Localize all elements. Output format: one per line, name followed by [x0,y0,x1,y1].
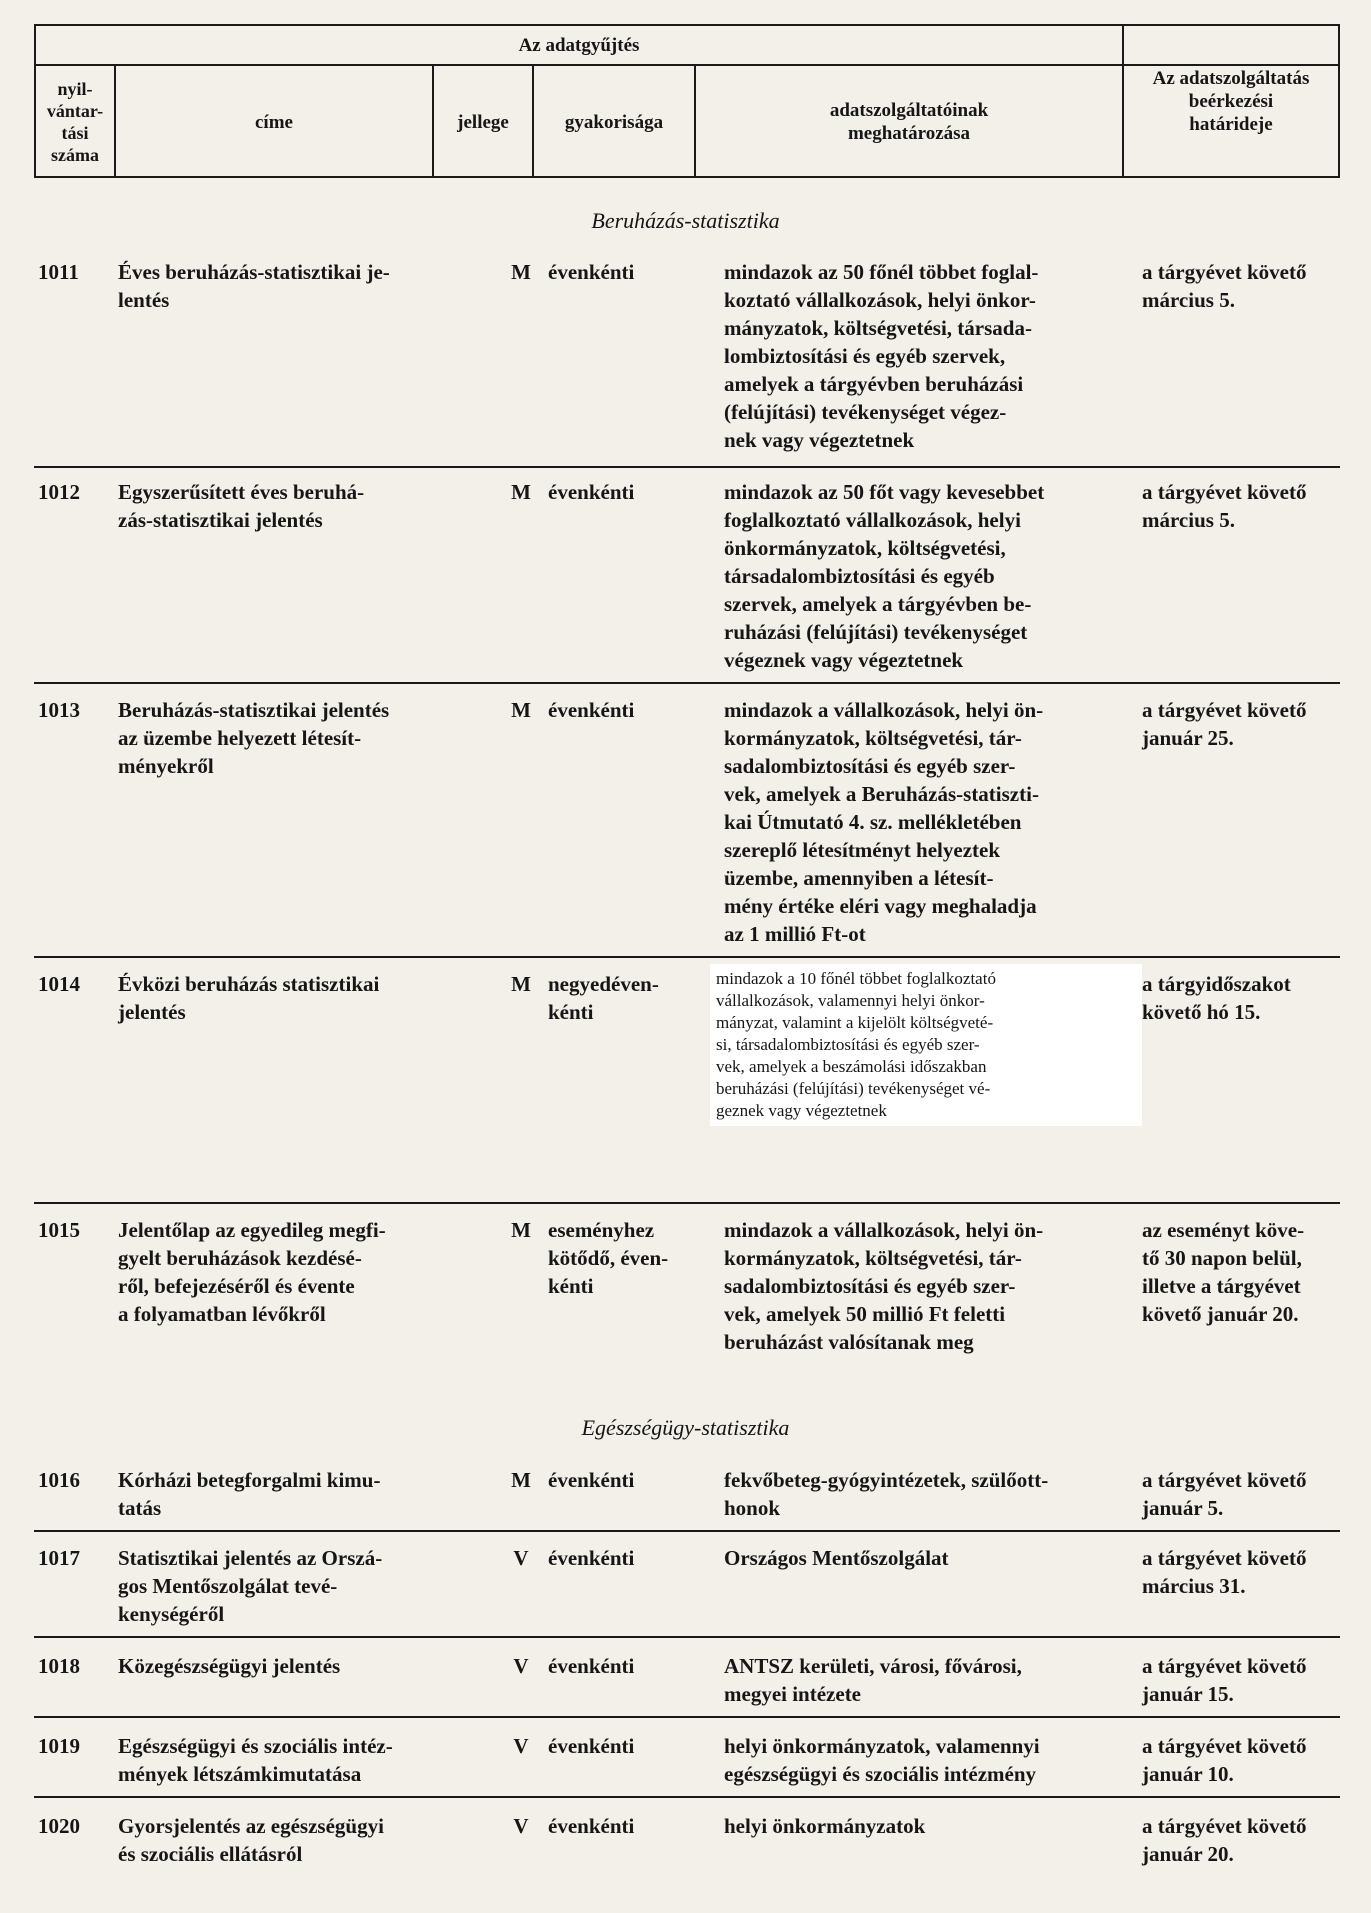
row-divider [34,1796,1340,1798]
row-number: 1014 [38,972,80,996]
row-deadline: a tárgyévet követő január 10. [1142,1734,1307,1786]
row-deadline: a tárgyévet követő március 31. [1142,1546,1307,1598]
row-frequency: évenkénti [548,480,635,504]
row-deadline: a tárgyévet követő január 25. [1142,698,1307,750]
header-col-number: nyil- vántar- tási száma [46,79,104,165]
row-number: 1013 [38,698,80,722]
row-frequency: évenkénti [548,1734,635,1758]
row-deadline: a tárgyévet követő január 20. [1142,1814,1307,1866]
row-title: Éves beruházás-statisztikai je- lentés [118,260,390,312]
row-type: V [513,1546,529,1570]
row-number: 1015 [38,1218,80,1242]
row-divider [34,1202,1340,1204]
row-title: Statisztikai jelentés az Orszá- gos Mentőszolgálat tevé- kenységéről [118,1546,383,1626]
row-type: M [511,1468,531,1492]
row-title: Jelentőlap az egyedileg megfi- gyelt beruházások kezdésé- ről, befejezéséről és évente a folyamatban lévőkről [118,1218,386,1326]
row-type: M [511,480,531,504]
section-title-health: Egészségügy-statisztika [581,1415,790,1440]
row-frequency: évenkénti [548,1468,635,1492]
row-title: Gyorsjelentés az egészségügyi és szociális ellátásról [118,1814,384,1866]
row-number: 1012 [38,480,80,504]
row-type: M [511,260,531,284]
header-col-freq: gyakorisága [564,111,664,133]
row-deadline: a tárgyévet követő január 15. [1142,1654,1307,1706]
row-provider: helyi önkormányzatok [724,1814,926,1838]
row-divider [34,682,1340,684]
row-type: M [511,972,531,996]
row-provider: mindazok a vállalkozások, helyi ön- kormányzatok, költségvetési, tár- sadalombiztosítási és egyéb szer- vek, amelyek 50 millió Ft feletti beruházást valósítanak meg [724,1218,1044,1354]
row-frequency: évenkénti [548,1654,635,1678]
row-number: 1018 [38,1654,80,1678]
row-frequency: évenkénti [548,260,635,284]
row-title: Beruházás-statisztikai jelentés az üzembe helyezett létesít- ményekről [118,698,390,778]
header-col-type: jellege [457,111,509,133]
row-type: V [513,1654,529,1678]
section-title-investment: Beruházás-statisztika [591,208,780,233]
row-number: 1016 [38,1468,80,1492]
row-provider: mindazok az 50 főt vagy kevesebbet foglalkoztató vállalkozások, helyi önkormányzatok, költségvetési, társadalombiztosítási és egyéb szervek, amelyek a tárgyévben be- ruházási (felújítási) tevékenységet végeznek vagy végeztetnek [724,480,1045,672]
row-deadline: a tárgyévet követő január 5. [1142,1468,1307,1520]
header-col-deadline: Az adatszolgáltatás beérkezési határideje [1152,67,1310,135]
row-deadline: a tárgyidőszakot követő hó 15. [1142,972,1291,1024]
row-frequency: eseményhez kötődő, éven- kénti [548,1218,669,1298]
row-provider: mindazok a vállalkozások, helyi ön- kormányzatok, költségvetési, tár- sadalombiztosítási és egyéb szer- vek, amelyek a Beruházás-statiszti- kai Útmutató 4. sz. mellékletében szereplő létesítményt helyeztek üzembe, amennyiben a létesít- mény értéke eléri vagy meghaladja az 1 millió Ft-ot [724,698,1044,946]
row-provider: mindazok az 50 főnél többet foglal- koztató vállalkozások, helyi önkor- mányzatok, költségvetési, társada- lombiztosítási és egyéb szervek, amelyek a tárgyévben beruházási (felújítási) tevékenységet végez- nek vagy végeztetnek [724,260,1039,452]
row-number: 1017 [38,1546,80,1570]
row-title: Kórházi betegforgalmi kimu- tatás [118,1468,381,1520]
row-frequency: évenkénti [548,1546,635,1570]
row-title: Évközi beruházás statisztikai jelentés [118,972,380,1024]
row-frequency: évenkénti [548,698,635,722]
header-group-title: Az adatgyűjtés [518,34,640,56]
row-type: V [513,1734,529,1758]
row-type: M [511,1218,531,1242]
row-provider: ANTSZ kerületi, városi, fővárosi, megyei intézete [724,1654,1022,1706]
row-divider [34,956,1340,958]
row-provider: helyi önkormányzatok, valamennyi egészségügyi és szociális intézmény [724,1734,1040,1786]
row-number: 1019 [38,1734,80,1758]
row-title: Egészségügyi és szociális intéz- mények létszámkimutatása [118,1734,393,1786]
row-provider: mindazok a 10 főnél többet foglalkoztató vállalkozások, valamennyi helyi önkor- mányzat, valamint a kijelölt költségveté- si, társadalombiztosítási és egyéb szer- vek, amelyek a beszámolási időszakban beruházási (felújítási) tevékenységet vé- geznek vagy végeztetnek [710,964,1142,1126]
row-divider [34,1716,1340,1718]
row-divider [34,1530,1340,1532]
row-deadline: a tárgyévet követő március 5. [1142,260,1307,312]
row-provider: Országos Mentőszolgálat [724,1546,949,1570]
header-col-provider: adatszolgáltatóinak meghatározása [829,100,989,144]
row-provider: fekvőbeteg-gyógyintézetek, szülőott- honok [724,1468,1049,1520]
row-divider [34,1636,1340,1638]
table-header [34,24,1340,178]
row-frequency: évenkénti [548,1814,635,1838]
row-deadline: az eseményt köve- tő 30 napon belül, illetve a tárgyévet követő január 20. [1142,1218,1305,1326]
header-col-title: címe [255,111,293,133]
row-deadline: a tárgyévet követő március 5. [1142,480,1307,532]
row-type: V [513,1814,529,1838]
row-title: Közegészségügyi jelentés [118,1654,341,1678]
row-number: 1020 [38,1814,80,1838]
row-type: M [511,698,531,722]
row-number: 1011 [38,260,79,284]
row-frequency: negyedéven- kénti [548,972,659,1024]
row-title: Egyszerűsített éves beruhá- zás-statisztikai jelentés [118,480,365,532]
row-divider [34,466,1340,468]
